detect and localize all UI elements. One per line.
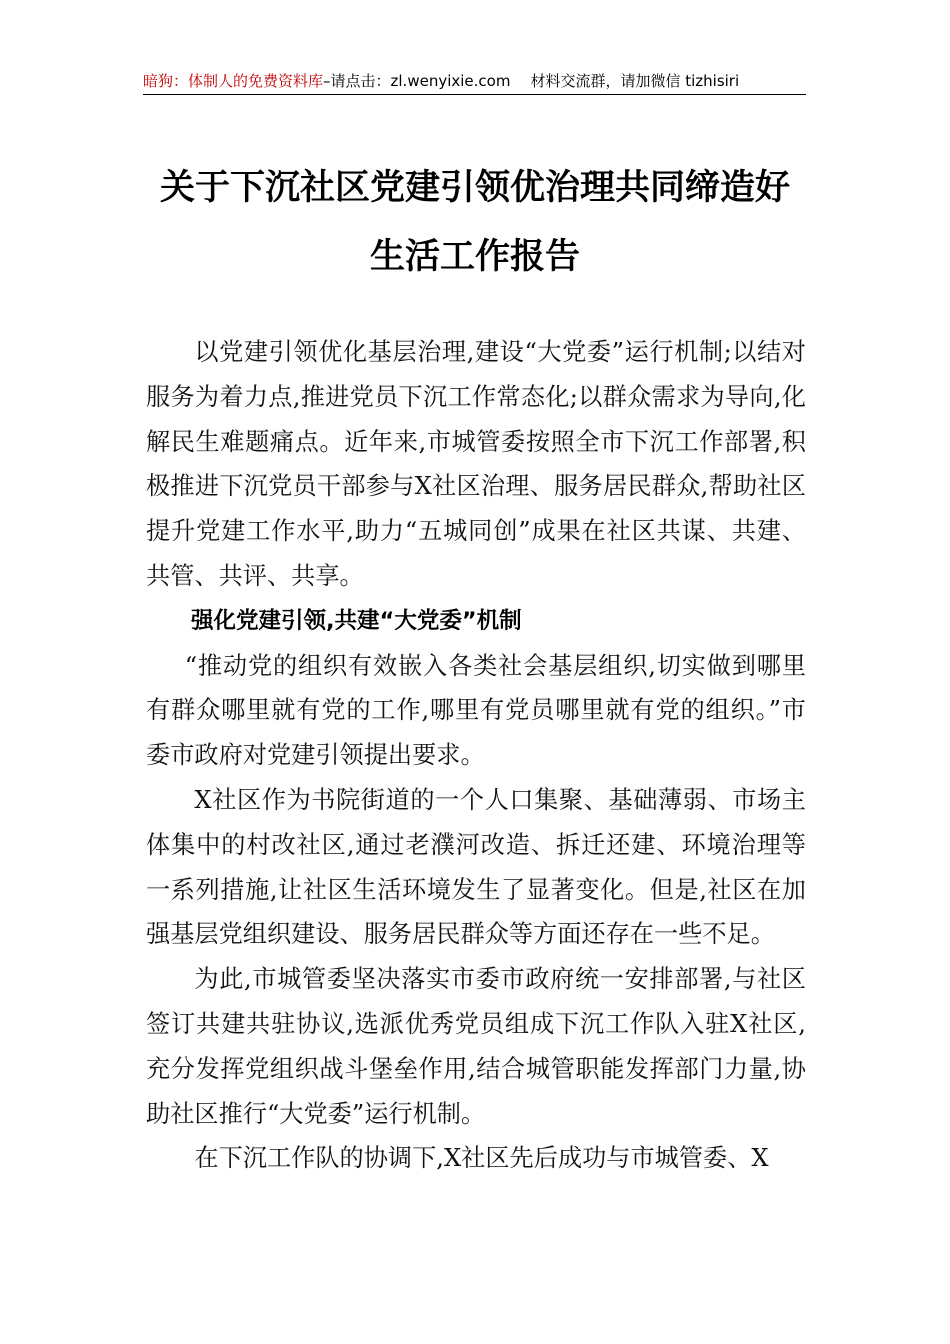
page-header	[143, 70, 806, 95]
paragraph-quote: “推动党的组织有效嵌入各类社会基层组织,切实做到哪里有群众哪里就有党的工作,哪里有党员哪里就有党的组织。”市委市政府对党建引领提出要求。	[146, 651, 806, 770]
section-heading: 强化党建引领,共建“大党委”机制	[191, 607, 522, 634]
paragraph-community: X社区作为书院街道的一个人口集聚、基础薄弱、市场主体集中的村改社区,通过老濮河改造、拆迁还建、环境治理等一系列措施,让社区生活环境发生了显著变化。但是,社区在加强基层党组织建设、服务居民群众等方面还存在一些不足。	[146, 785, 806, 949]
document-title-line-1: 关于下沉社区党建引领优治理共同缔造好	[159, 167, 790, 208]
paragraph-coordination: 在下沉工作队的协调下,X社区先后成功与市城管委、X	[194, 1144, 769, 1173]
header-group-info: 材料交流群，请加微信 tizhisiri	[530, 72, 740, 90]
header-source: 暗狗：体制人的免费资料库	[143, 72, 324, 90]
header-click-link[interactable]: –请点击：zl.wenyixie.com	[323, 72, 511, 90]
paragraph-measures: 为此,市城管委坚决落实市委市政府统一安排部署,与社区签订共建共驻协议,选派优秀党员组成下沉工作队入驻X社区,充分发挥党组织战斗堡垒作用,结合城管职能发挥部门力量,协助社区推行“大党委”运行机制。	[146, 965, 806, 1128]
document-title-line-2: 生活工作报告	[369, 236, 580, 277]
paragraph-intro: 以党建引领优化基层治理,建设“大党委”运行机制;以结对服务为着力点,推进党员下沉工作常态化;以群众需求为导向,化解民生难题痛点。近年来,市城管委按照全市下沉工作部署,积极推进下沉党员干部参与X社区治理、服务居民群众,帮助社区提升党建工作水平,助力“五城同创”成果在社区共谋、共建、共管、共评、共享。	[146, 338, 806, 590]
document-body	[146, 330, 806, 1181]
